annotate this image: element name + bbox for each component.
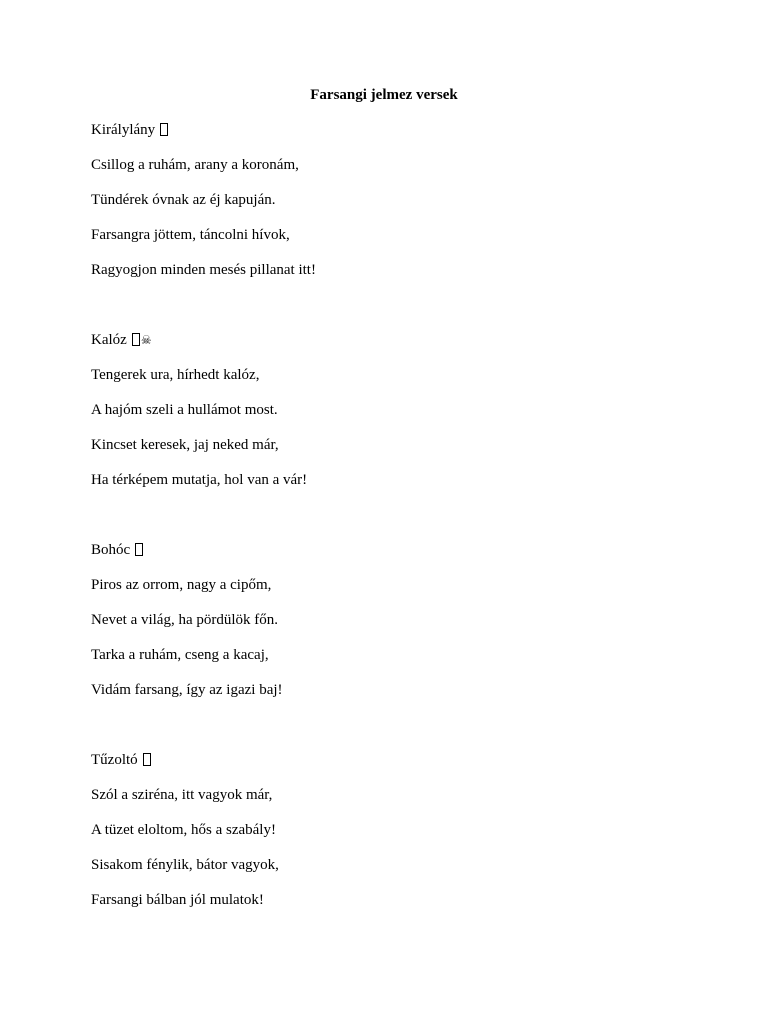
poem-line: A hajóm szeli a hullámot most. bbox=[91, 402, 278, 418]
crown-icon bbox=[160, 123, 168, 136]
pirate-flag-icon bbox=[132, 333, 140, 346]
poem-heading bbox=[91, 330, 152, 350]
poem-line: Csillog a ruhám, arany a koronám, bbox=[91, 157, 299, 173]
skull-crossbones-icon: ☠ bbox=[140, 333, 152, 347]
poem-line: A tüzet eloltom, hős a szabály! bbox=[91, 822, 276, 838]
poem-line: Tündérek óvnak az éj kapuján. bbox=[91, 192, 276, 208]
poem-line: Tarka a ruhám, cseng a kacaj, bbox=[91, 647, 269, 663]
poem-heading-text: Tűzoltó bbox=[91, 752, 138, 768]
poem-line: Szól a sziréna, itt vagyok már, bbox=[91, 787, 273, 803]
poem-heading bbox=[91, 120, 168, 140]
poem-line: Vidám farsang, így az igazi baj! bbox=[91, 682, 283, 698]
poem-line: Ha térképem mutatja, hol van a vár! bbox=[91, 472, 308, 488]
page-title: Farsangi jelmez versek bbox=[310, 87, 458, 103]
poem-line: Sisakom fénylik, bátor vagyok, bbox=[91, 857, 279, 873]
poem-heading-text: Kalóz bbox=[91, 332, 127, 348]
firefighter-icon bbox=[143, 753, 151, 766]
poem-heading-text: Királylány bbox=[91, 122, 156, 138]
poem-line: Farsangi bálban jól mulatok! bbox=[91, 892, 264, 908]
poem-heading-text: Bohóc bbox=[91, 542, 131, 558]
poem-line: Piros az orrom, nagy a cipőm, bbox=[91, 577, 272, 593]
poem-line: Kincset keresek, jaj neked már, bbox=[91, 437, 279, 453]
poem-line: Ragyogjon minden mesés pillanat itt! bbox=[91, 262, 316, 278]
poem-line: Nevet a világ, ha pördülök főn. bbox=[91, 612, 279, 628]
clown-face-icon bbox=[135, 543, 143, 556]
poem-line: Farsangra jöttem, táncolni hívok, bbox=[91, 227, 290, 243]
poem-line: Tengerek ura, hírhedt kalóz, bbox=[91, 367, 260, 383]
poem-heading bbox=[91, 750, 151, 770]
poem-heading bbox=[91, 540, 143, 560]
